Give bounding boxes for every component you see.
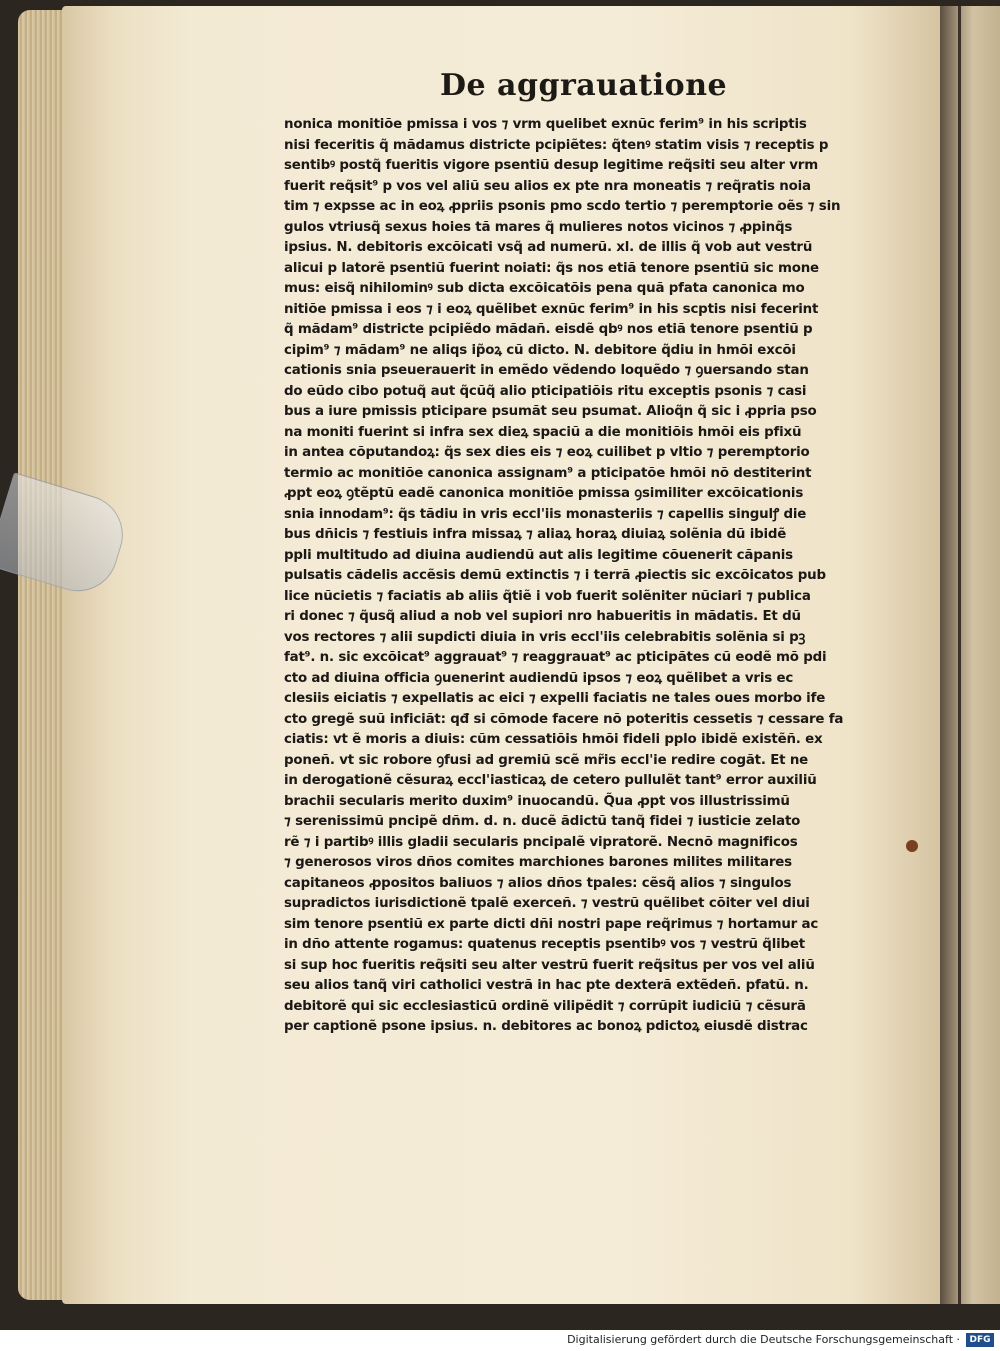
text-line: nonica monitiõe pmissa i vos ⁊ vrm quelibet exnũc ferim⁹ in his scriptis bbox=[284, 117, 807, 132]
text-line: ⁊ generosos viros dños comites marchiones barones milites militares bbox=[284, 855, 792, 870]
text-line: si sup hoc fueritis req̃siti seu alter vestrũ fuerit req̃situs per vos vel aliũ bbox=[284, 957, 815, 973]
text-line: bus dñicis ⁊ festiuis infra missaꝝ ⁊ aliaꝝ horaꝝ diuiaꝝ solẽnia dũ ibidẽ bbox=[284, 527, 787, 542]
text-line: nisi feceritis q̃ mãdamus districte pcipiẽtes: q̃tenꝰ statim visis ⁊ receptis p bbox=[284, 137, 829, 153]
footer-bar bbox=[0, 1330, 1000, 1351]
text-line: mus: eisq̃ nihilominꝰ sub dicta excõicatõis pena quã pfata canonica mo bbox=[284, 281, 805, 296]
text-line: per captionẽ psone ipsius. n. debitores ac bonoꝝ pdictoꝝ eiusdẽ distrac bbox=[284, 1019, 808, 1034]
text-line: fuerit req̃sit⁹ p vos vel aliũ seu alios ex pte nra moneatis ⁊ req̃ratis noia bbox=[284, 178, 811, 194]
running-head: De aggrauatione bbox=[440, 68, 728, 103]
text-line: rẽ ⁊ i partibꝰ illis gladii secularis pncipalẽ vipratorẽ. Necnõ magnificos bbox=[284, 834, 798, 850]
text-line: do eũdo cibo potuq̃ aut q̃cũq̃ alio pticipatiõis ritu exceptis psonis ⁊ casi bbox=[284, 383, 807, 399]
text-line: fat⁹. n. sic excõicat⁹ aggrauat⁹ ⁊ reaggrauat⁹ ac pticipãtes cũ eodẽ mõ pdi bbox=[284, 650, 827, 665]
gutter-shadow bbox=[958, 6, 961, 1304]
text-line: nitiõe pmissa i eos ⁊ i eoꝝ quẽlibet exnũc ferim⁹ in his scptis nisi fecerint bbox=[284, 301, 819, 317]
text-line: in dño attente rogamus: quatenus receptis psentibꝰ vos ⁊ vestrũ q̃libet bbox=[284, 937, 805, 952]
text-line: ipsius. N. debitoris excõicati vsq̃ ad numerũ. xl. de illis q̃ vob aut vestrũ bbox=[284, 240, 813, 255]
text-line: ppli multitudo ad diuina audiendũ aut alis legitime cõuenerit cãpanis bbox=[284, 547, 793, 563]
text-line: gulos vtriusq̃ sexus hoies tã mares q̃ mulieres notos vicinos ⁊ ꝓpinq̃s bbox=[284, 219, 793, 235]
text-line: lice nũcietis ⁊ faciatis ab aliis q̃tiẽ i vob fuerit solẽniter nũciari ⁊ publica bbox=[284, 588, 811, 604]
text-line: bus a iure pmissis pticipare psumãt seu psumat. Alioq̃n q̃ sic i ꝓpria pso bbox=[284, 404, 817, 419]
text-line: debitorẽ qui sic ecclesiasticũ ordinẽ vilipẽdit ⁊ corrũpit iudiciũ ⁊ cẽsurã bbox=[284, 998, 806, 1014]
text-line: vos rectores ⁊ alii supdicti diuia in vris eccl'iis celebrabitis solẽnia si pꝫ bbox=[284, 629, 806, 645]
dfg-logo: DFG bbox=[966, 1333, 994, 1347]
text-line: alicui p latorẽ psentiũ fuerint noiati: q̃s nos etiã tenore psentiũ sic mone bbox=[284, 260, 819, 276]
text-line: pulsatis cãdelis accẽsis demũ extinctis ⁊ i terrã ꝓiectis sic excõicatos pub bbox=[284, 568, 826, 583]
text-line: snia innodam⁹: q̃s tãdiu in vris eccl'iis monasteriis ⁊ capellis singulꝭ die bbox=[284, 506, 807, 522]
text-line: ciatis: vt ẽ moris a diuis: cũm cessatiõis hmõi fideli pplo ibidẽ existẽñ. ex bbox=[284, 732, 823, 747]
funding-credit: Digitalisierung gefördert durch die Deutsche Forschungsgemeinschaft · bbox=[567, 1333, 960, 1346]
text-line: sim tenore psentiũ ex parte dicti dñi nostri pape req̃rimus ⁊ hortamur ac bbox=[284, 916, 819, 932]
text-line: cipim⁹ ⁊ mãdam⁹ ne aliqs ip̃oꝝ cũ dicto. N. debitore q̃diu in hmõi excõi bbox=[284, 342, 796, 358]
text-line: ri donec ⁊ q̃usq̃ aliud a nob vel supiori nro habueritis in mãdatis. Et dũ bbox=[284, 609, 801, 624]
text-line: brachii secularis merito duxim⁹ inuocandũ. Q̃ua ꝓpt vos illustrissimũ bbox=[284, 793, 790, 809]
text-line: supradictos iurisdictionẽ tpalẽ exerceñ. ⁊ vestrũ quẽlibet cõiter vel diui bbox=[284, 896, 810, 911]
text-line: termio ac monitiõe canonica assignam⁹ a pticipatõe hmõi nõ destiterint bbox=[284, 465, 812, 481]
text-line: poneñ. vt sic robore ꝯfusi ad gremiũ scẽ mr̃is eccl'ie redire cogãt. Et ne bbox=[284, 752, 809, 768]
text-line: ⁊ serenissimũ pncipẽ dñm. d. n. ducẽ ãdictũ tanq̃ fidei ⁊ iusticie zelato bbox=[284, 814, 801, 829]
text-line: in derogationẽ cẽsuraꝝ eccl'iasticaꝝ de cetero pullulẽt tant⁹ error auxiliũ bbox=[284, 773, 817, 788]
text-line: in antea cõputandoꝝ: q̃s sex dies eis ⁊ eoꝝ cuilibet p vltio ⁊ peremptorio bbox=[284, 445, 810, 460]
text-line: sentibꝰ postq̃ fueritis vigore psentiũ desup legitime req̃siti seu alter vrm bbox=[284, 158, 818, 173]
ink-stain bbox=[906, 840, 918, 852]
text-line: cationis snia pseuerauerit in emẽdo vẽdendo loquẽdo ⁊ ꝯuersando stan bbox=[284, 363, 809, 378]
text-line: ꝓpt eoꝝ ꝯtẽptũ eadẽ canonica monitiõe pmissa ꝯsimiliter excõicationis bbox=[284, 486, 804, 501]
text-line: clesiis eiciatis ⁊ expellatis ac eici ⁊ expelli faciatis ne tales oues morbo ife bbox=[284, 691, 826, 706]
text-block bbox=[284, 115, 884, 1038]
text-line: seu alios tanq̃ viri catholici vestrã in hac pte dexterã extẽdeñ. pfatũ. n. bbox=[284, 978, 809, 993]
book-gutter bbox=[940, 6, 1000, 1304]
text-line: na moniti fuerint si infra sex dieꝝ spaciũ a die monitiõis hmõi eis pfixũ bbox=[284, 424, 802, 440]
text-line: q̃ mãdam⁹ districte pcipiẽdo mãdañ. eisdẽ qbꝰ nos etiã tenore psentiũ p bbox=[284, 322, 813, 337]
text-line: tim ⁊ expsse ac in eoꝝ ꝓpriis psonis pmo scdo tertio ⁊ peremptorie oẽs ⁊ sin bbox=[284, 199, 841, 214]
text-line: cto gregẽ suũ inficiãt: qđ si cõmode facere nõ poteritis cessetis ⁊ cessare fa bbox=[284, 711, 844, 727]
text-line: capitaneos ꝓpositos baliuos ⁊ alios dños tpales: cẽsq̃ alios ⁊ singulos bbox=[284, 875, 792, 891]
text-line: cto ad diuina officia ꝯuenerint audiendũ ipsos ⁊ eoꝝ quẽlibet a vris ec bbox=[284, 670, 794, 686]
